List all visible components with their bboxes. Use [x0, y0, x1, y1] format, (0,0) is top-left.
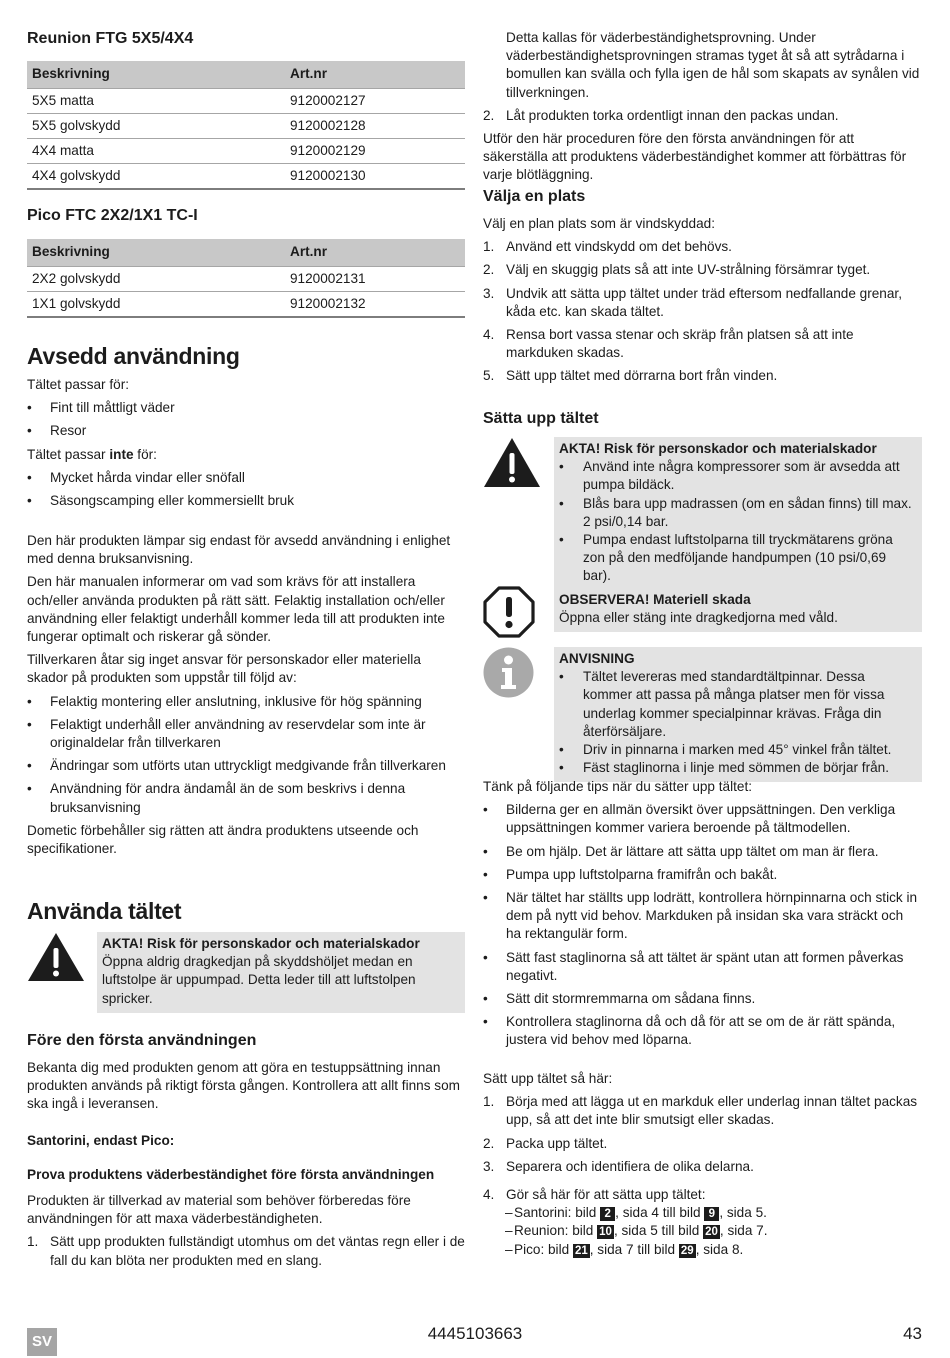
list-item: • Bilderna ger en allmän översikt över uppsättningen. Den verkliga uppsättningen kommer variera beroende på tältmodellen.: [483, 801, 922, 837]
figure-badge: 29: [680, 1244, 694, 1257]
list-item: • Kontrollera staglinorna då och då för att se om de är rätt spända, justera vid behov med löparna.: [483, 1013, 922, 1049]
intended-use-section: [27, 376, 465, 515]
language-tag: SV: [27, 1328, 57, 1356]
weather-test-subheading: Prova produktens väderbeständighet före första användningen: [27, 1167, 435, 1182]
list-item: • Resor: [27, 422, 465, 440]
list-item: • Be om hjälp. Det är lättare att sätta upp tältet om man är flera.: [483, 843, 922, 861]
paragraph: Produkten är tillverkad av material som behöver förberedas före användningen för att maxa väderbeständigheten.: [27, 1193, 411, 1227]
table-cell: 9120002131: [285, 267, 465, 292]
notice-octagon-icon: [483, 586, 535, 638]
weather-test-text: [27, 1192, 465, 1275]
list-item: 3. Undvik att sätta upp tältet under träd eftersom nedfallande grenar, kåda etc. kan skada tältet.: [483, 285, 902, 319]
list-item: • Felaktigt underhåll eller användning av reservdelar som inte är originaldelar från tillverkaren: [27, 716, 465, 752]
list-item-text: Rensa bort vassa stenar och skräp från platsen så att inte markduken skadas.: [506, 327, 854, 361]
list-item: 2. Välj en skuggig plats så att inte UV-strålning försämrar tyget.: [483, 262, 871, 278]
step-number: 1.: [27, 1234, 39, 1250]
suits-list: [27, 399, 465, 440]
table-row: [27, 114, 465, 139]
weather-test-steps-continued: [483, 107, 922, 125]
step-text: Gör så här för att sätta upp tältet:: [506, 1187, 706, 1203]
figure-badge: 20: [705, 1226, 718, 1239]
step-text: Låt produkten torka ordentligt innan den packas undan.: [506, 107, 839, 123]
setup-warning-box: [554, 437, 922, 591]
first-use-section: [27, 1059, 465, 1114]
list-item: • Fäst staglinorna i linje med sömmen de börjar från.: [559, 759, 916, 777]
column-header: Beskrivning: [27, 239, 285, 267]
list-item: 1. Använd ett vindskydd om det behövs.: [483, 239, 732, 255]
choose-place-list: [483, 238, 922, 385]
tips-section: [483, 778, 922, 1055]
ref-pico: – Pico: bild 21 , sida 7 till bild 29 , sida 8.: [483, 1241, 922, 1259]
figure-badge: 10: [599, 1226, 612, 1239]
warning-text: Öppna aldrig dragkedjan på skyddshöljet medan en luftstolpe är uppumpad. Detta leder till att luftstolpen spricker.: [102, 954, 416, 1006]
list-item: • Mycket hårda vindar eller snöfall: [27, 469, 465, 487]
setup-steps-section: [483, 1070, 922, 1259]
not-suits-bold: inte: [109, 446, 134, 462]
tips-list: [483, 801, 922, 1049]
list-item: • Sätt dit stormremmarna om sådana finns.: [483, 990, 922, 1008]
list-item: • Använd inte några kompressorer som är avsedda att pumpa bildäck.: [559, 458, 916, 494]
list-item: • Driv in pinnarna i marken med 45° vinkel från tältet.: [559, 741, 916, 759]
reunion-title: Reunion FTG 5X5/4X4: [27, 30, 194, 47]
paragraph: Den här produkten lämpar sig endast för avsedd användning i enlighet med denna bruksanvisning.: [27, 533, 451, 567]
list-item: • Tältet levereras med standardtältpinnar. Dessa kommer att passa på många platser men för vissa underlag kommer specialpinnar krävas. Fråga din återförsäljare.: [559, 668, 916, 741]
table-header-row: [27, 61, 465, 89]
table-cell: 4X4 matta: [27, 139, 285, 164]
figure-badge: 2: [600, 1207, 615, 1221]
warning-list: [559, 458, 916, 585]
ref-reunion: – Reunion: bild 10 , sida 5 till bild 20 , sida 7.: [483, 1222, 922, 1240]
notice-title: OBSERVERA! Materiell skada: [559, 592, 751, 607]
table-cell: 5X5 matta: [27, 89, 285, 114]
notice-box: [554, 588, 922, 632]
step-number: 2.: [483, 107, 495, 123]
not-suits-post: för:: [133, 446, 157, 462]
table-row: [27, 139, 465, 164]
warning-title: AKTA! Risk för personskador och materialskador: [102, 936, 420, 951]
document-number: 4445103663: [427, 1324, 523, 1343]
step-text: Börja med att lägga ut en markduk eller underlag innan tältet packas upp, så att det inte blir smutsigt eller skadas.: [506, 1094, 918, 1128]
warning-box: [97, 932, 465, 1013]
setup-steps: [483, 1093, 922, 1204]
paragraph: Dometic förbehåller sig rätten att ändra produktens utseende och specifikationer.: [27, 822, 419, 857]
column-header: Beskrivning: [27, 61, 285, 89]
table-cell: 1X1 golvskydd: [27, 292, 285, 318]
list-item: 3. Separera och identifiera de olika delarna.: [483, 1158, 754, 1174]
page-number: 43: [903, 1324, 922, 1343]
paragraph: Den här manualen informerar om vad som krävs för att installera och/eller använda produkten på rätt sätt. Felaktig installation och/eller användning eller felaktigt underhåll kommer leda till att produkten inte fungerar optimalt och riskerar gå sönder.: [27, 574, 445, 645]
list-item: • Ändringar som utförts utan uttryckligt medgivande från tillverkaren: [27, 757, 465, 775]
warning-title: AKTA! Risk för personskador och materialskador: [559, 441, 877, 456]
column-header: Art.nr: [285, 239, 465, 267]
not-suits-intro: [27, 446, 465, 464]
choose-place-section: [483, 215, 922, 391]
list-item: 1. Börja med att lägga ut en markduk eller underlag innan tältet packas upp, så att det inte blir smutsigt eller skadas.: [483, 1094, 918, 1128]
table-cell: 9120002129: [285, 139, 465, 164]
table-cell: 2X2 golvskydd: [27, 267, 285, 292]
list-item: • Blås bara upp madrassen (om en sådan finns) till max. 2 psi/0,14 bar.: [559, 495, 916, 531]
not-suits-pre: Tältet passar: [27, 446, 110, 462]
info-icon: [483, 647, 534, 698]
table-row: [27, 292, 465, 318]
reunion-table: [27, 61, 465, 190]
table-cell: 9120002132: [285, 292, 465, 318]
step-text: Separera och identifiera de olika delarna.: [506, 1158, 754, 1174]
list-item-text: Sätt upp tältet med dörrarna bort från vinden.: [506, 368, 778, 384]
pico-title: Pico FTC 2X2/1X1 TC-I: [27, 207, 198, 224]
step-text: Sätt upp produkten fullständigt utomhus om det väntas regn eller i de fall du kan blöta ner produkten med en slang.: [50, 1234, 465, 1268]
list-item: • Säsongscamping eller kommersiellt bruk: [27, 492, 465, 510]
list-item: [483, 107, 922, 125]
liability-list: [27, 693, 465, 817]
notice-text: Öppna eller stäng inte dragkedjorna med våld.: [559, 610, 838, 626]
list-item-text: Välj en skuggig plats så att inte UV-strålning försämrar tyget.: [506, 262, 871, 278]
list-item: • Felaktig montering eller anslutning, inklusive för hög spänning: [27, 693, 465, 711]
paragraph: Bekanta dig med produkten genom att göra en testuppsättning innan produkten används på riktigt första gången. Kontrollera att allt finns som ska ingå i leveransen.: [27, 1060, 460, 1112]
intended-use-text: [27, 532, 465, 858]
column-header: Art.nr: [285, 61, 465, 89]
list-item: 2. Packa upp tältet.: [483, 1135, 608, 1151]
not-suits-list: [27, 469, 465, 510]
choose-place-heading: Välja en plats: [483, 188, 586, 205]
table-row: [27, 267, 465, 292]
first-use-heading: Före den första användningen: [27, 1032, 257, 1049]
paragraph: Tillverkaren åtar sig inget ansvar för personskador eller materiella skador på produkten som uppstår till följd av:: [27, 652, 421, 686]
using-tent-heading: Använda tältet: [27, 898, 182, 924]
list-item: 4. Gör så här för att sätta upp tältet:: [483, 1187, 706, 1203]
step-text: Packa upp tältet.: [506, 1135, 608, 1151]
figure-badge: 9: [704, 1207, 719, 1221]
list-item: 5. Sätt upp tältet med dörrarna bort från vinden.: [483, 368, 778, 384]
list-item: • Sätt fast staglinorna så att tältet är spänt utan att formen påverkas negativt.: [483, 949, 922, 985]
table-row: [27, 89, 465, 114]
table-cell: 9120002128: [285, 114, 465, 139]
info-list: [559, 668, 916, 777]
list-item: • När tältet har ställts upp lodrätt, kontrollera hörnpinnarna och stick in dem på nytt vid behov. Markduken på insidan ska vara sträckt och ha rektangulär form.: [483, 889, 922, 944]
paragraph: Välj en plan plats som är vindskyddad:: [483, 216, 715, 231]
table-header-row: [27, 239, 465, 267]
paragraph: Utför den här proceduren före den första användningen för att säkerställa att produktens väderbeständighet kommer att förbättras för varje blötläggning.: [483, 131, 907, 183]
warning-triangle-icon: [27, 932, 85, 982]
paragraph: Detta kallas för väderbeständighetsprovning. Under väderbeständighetsprovningen stramas tyget åt så att sytrådarna i bomullen kan svälla och fylla igen de hål som skapats av synålen vid tillverkningen.: [506, 30, 920, 100]
paragraph: Tänk på följande tips när du sätter upp tältet:: [483, 779, 753, 794]
table-cell: 9120002127: [285, 89, 465, 114]
figure-badge: 21: [574, 1244, 588, 1257]
info-title: ANVISNING: [559, 651, 635, 666]
table-cell: 5X5 golvskydd: [27, 114, 285, 139]
info-box: [554, 647, 922, 782]
weather-test-steps: [27, 1233, 465, 1269]
list-item: • Fint till måttligt väder: [27, 399, 465, 417]
weather-test-continued: [483, 29, 922, 185]
list-item: • Användning för andra ändamål än de som beskrivs i denna bruksanvisning: [27, 780, 465, 816]
list-item: • Pumpa upp luftstolparna framifrån och bakåt.: [483, 866, 922, 884]
ref-santorini: – Santorini: bild 2 , sida 4 till bild 9 , sida 5.: [483, 1204, 922, 1222]
list-item: 4. Rensa bort vassa stenar och skräp från platsen så att inte markduken skadas.: [483, 327, 854, 361]
table-cell: 4X4 golvskydd: [27, 164, 285, 190]
list-item-text: Använd ett vindskydd om det behövs.: [506, 239, 732, 255]
paragraph: Sätt upp tältet så här:: [483, 1071, 613, 1086]
table-row: [27, 164, 465, 190]
warning-triangle-icon: [483, 437, 541, 488]
list-item: • Pumpa endast luftstolparna till tryckmätarens gröna zon på den medföljande handpumpen (10 psi/0,69 bar).: [559, 531, 916, 586]
intended-use-heading: Avsedd användning: [27, 343, 240, 369]
santorini-subheading: Santorini, endast Pico:: [27, 1133, 175, 1148]
pico-table: [27, 239, 465, 318]
suits-intro: Tältet passar för:: [27, 377, 129, 392]
setup-heading: Sätta upp tältet: [483, 410, 599, 427]
table-cell: 9120002130: [285, 164, 465, 190]
list-item-text: Undvik att sätta upp tältet under träd eftersom nedfallande grenar, kåda etc. kan skada tältet.: [506, 285, 902, 319]
list-item: [27, 1233, 465, 1269]
